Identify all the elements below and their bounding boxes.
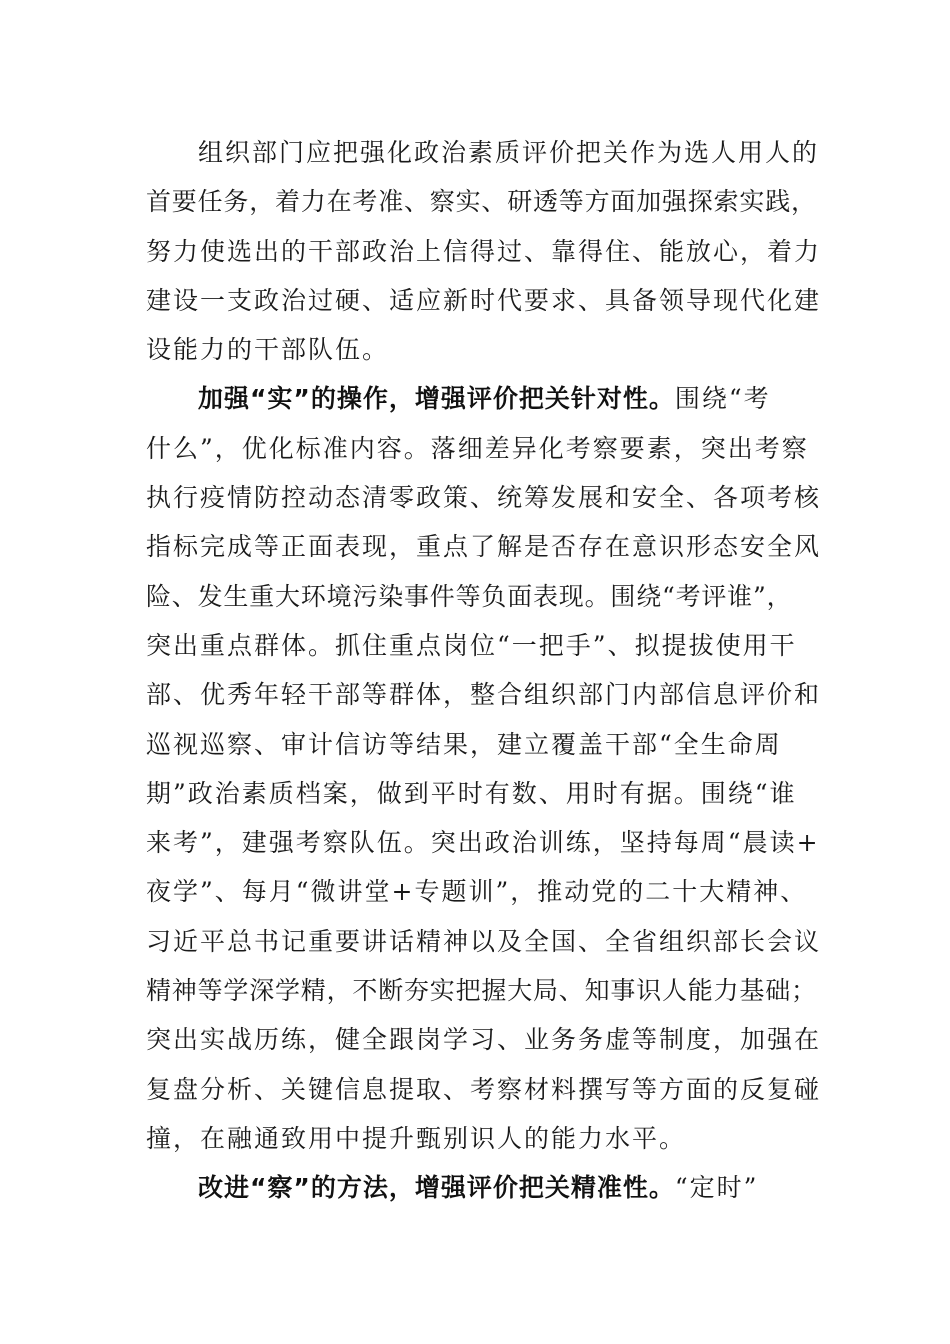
text-line: 努力使选出的干部政治上信得过、靠得住、能放心，着力 (146, 236, 822, 266)
text-line (146, 1163, 816, 1212)
text-line: 期”政治素质档案，做到平时有数、用时有据。围绕“谁 (146, 778, 797, 808)
text-line: 撞，在融通致用中提升甄别识人的能力水平。 (146, 1123, 687, 1153)
text-line: 首要任务，着力在考准、察实、研透等方面加强探索实践， (146, 187, 817, 217)
text-line: 来考”，建强考察队伍。突出政治训练，坚持每周“晨读+ (146, 828, 820, 858)
text-run: 围绕“考 (674, 384, 771, 414)
paragraph-heading: 加强“实”的操作，增强评价把关针对性。 (198, 384, 675, 414)
document-body (146, 128, 822, 1213)
paragraph-method (146, 1163, 816, 1212)
text-line: 险、发生重大环境污染事件等负面表现。围绕“考评谁”， (146, 581, 793, 611)
text-line: 指标完成等正面表现，重点了解是否存在意识形态安全风 (146, 532, 822, 562)
text-line: 复盘分析、关键信息提取、考察材料撰写等方面的反复碰 (146, 1074, 822, 1104)
text-line: 建设一支政治过硬、适应新时代要求、具备领导现代化建 (146, 285, 822, 315)
text-line: 突出重点群体。抓住重点岗位“一把手”、拟提拔使用干 (146, 630, 797, 660)
text-run: “定时” (674, 1173, 759, 1203)
text-line: 习近平总书记重要讲话精神以及全国、全省组织部长会议 (146, 926, 822, 956)
text-line: 执行疫情防控动态清零政策、统筹发展和安全、各项考核 (146, 483, 822, 513)
text-line: 部、优秀年轻干部等群体，整合组织部门内部信息评价和 (146, 680, 822, 710)
paragraph-practice (146, 374, 822, 1163)
text-line: 组织部门应把强化政治素质评价把关作为选人用人的 (198, 138, 820, 167)
text-line: 设能力的干部队伍。 (146, 335, 390, 365)
text-line (146, 374, 816, 423)
paragraph-heading: 改进“察”的方法，增强评价把关精准性。 (198, 1173, 675, 1203)
text-line: 什么”，优化标准内容。落细差异化考察要素，突出考察 (146, 433, 809, 463)
text-line: 夜学”、每月“微讲堂+专题训”，推动党的二十大精神、 (146, 877, 808, 907)
text-line: 巡视巡察、审计信访等结果，建立覆盖干部“全生命周 (146, 729, 782, 759)
text-line: 突出实战历练，健全跟岗学习、业务务虚等制度，加强在 (146, 1025, 822, 1055)
text-line: 精神等学深学精，不断夯实把握大局、知事识人能力基础； (146, 976, 817, 1006)
paragraph-intro (146, 128, 822, 374)
